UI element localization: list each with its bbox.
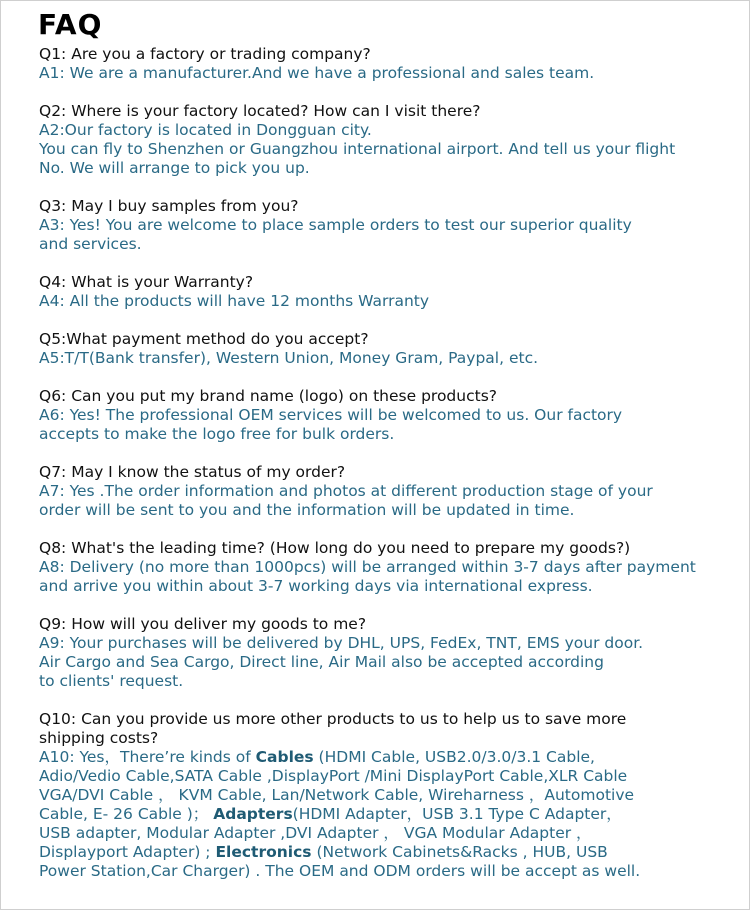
faq-question: Q1: Are you a factory or trading company? [39,45,371,63]
faq-answer [39,558,739,596]
faq-answer [39,748,739,881]
answer-line: to clients' request. [39,672,184,690]
faq-question: Q3: May I buy samples from you? [39,197,299,215]
answer-line: Air Cargo and Sea Cargo, Direct line, Air Mail also be accepted according [39,653,604,671]
answer-line: A4: All the products will have 12 months Warranty [39,292,430,310]
faq-answer [39,216,739,254]
faq-item [39,45,739,83]
faq-answer [39,64,739,83]
answer-line: A6: Yes! The professional OEM services will be welcomed to us. Our factory [39,406,623,424]
keyword-adapters: Adapters [213,805,293,823]
faq-question: Q5:What payment method do you accept? [39,330,369,348]
faq-item [39,463,739,520]
faq-question: shipping costs? [39,729,159,747]
answer-line: Power Station,Car Charger) . The OEM and ODM orders will be accept as well. [39,862,641,880]
faq-answer [39,292,739,311]
faq-item [39,197,739,254]
faq-answer [39,482,739,520]
faq-item [39,273,739,311]
faq-answer [39,634,739,691]
answer-line: A2:Our factory is located in Dongguan city. [39,121,372,139]
answer-line: A3: Yes! You are welcome to place sample orders to test our superior quality [39,216,632,234]
answer-line: and arrive you within about 3-7 working days via international express. [39,577,593,595]
answer-line: A8: Delivery (no more than 1000pcs) will be arranged within 3-7 days after payment [39,558,696,576]
faq-item [39,387,739,444]
faq-question: Q4: What is your Warranty? [39,273,254,291]
answer-line: You can fly to Shenzhen or Guangzhou international airport. And tell us your flight [39,140,676,158]
faq-answer [39,406,739,444]
faq-answer [39,349,739,368]
faq-answer [39,121,739,178]
faq-item [39,330,739,368]
answer-line: A7: Yes .The order information and photos at different production stage of your [39,482,653,500]
answer-line: accepts to make the logo free for bulk orders. [39,425,395,443]
faq-list [39,45,739,900]
faq-item [39,710,739,881]
answer-line: A9: Your purchases will be delivered by DHL, UPS, FedEx, TNT, EMS your door. [39,634,644,652]
answer-line: Displayport Adapter) ; Electronics (Network Cabinets&Racks , HUB, USB [39,843,608,861]
faq-item [39,102,739,178]
faq-question: Q10: Can you provide us more other products to us to help us to save more [39,710,627,728]
faq-item [39,615,739,691]
faq-question: Q7: May I know the status of my order? [39,463,346,481]
answer-line: Cable, E- 26 Cable )； Adapters(HDMI Adapter，USB 3.1 Type C Adapter， [39,805,622,823]
keyword-electronics: Electronics [215,843,312,861]
faq-question: Q6: Can you put my brand name (logo) on these products? [39,387,497,405]
answer-line: Adio/Vedio Cable,SATA Cable ,DisplayPort /Mini DisplayPort Cable,XLR Cable [39,767,628,785]
answer-line: and services. [39,235,142,253]
faq-question: Q8: What's the leading time? (How long do you need to prepare my goods?) [39,539,631,557]
faq-question: Q2: Where is your factory located? How can I visit there? [39,102,481,120]
answer-line: A5:T/T(Bank transfer), Western Union, Money Gram, Paypal, etc. [39,349,539,367]
answer-line: A10: Yes，There’re kinds of Cables (HDMI Cable, USB2.0/3.0/3.1 Cable, [39,748,595,766]
page-title: FAQ [38,8,103,41]
answer-line: order will be sent to you and the information will be updated in time. [39,501,575,519]
answer-line: A1: We are a manufacturer.And we have a professional and sales team. [39,64,595,82]
answer-line: No. We will arrange to pick you up. [39,159,310,177]
keyword-cables: Cables [255,748,314,766]
answer-line: USB adapter, Modular Adapter ,DVI Adapter ， VGA Modular Adapter ， [39,824,592,842]
faq-item [39,539,739,596]
faq-question: Q9: How will you deliver my goods to me? [39,615,367,633]
answer-line: VGA/DVI Cable ， KVM Cable, Lan/Network Cable, Wireharness ，Automotive [39,786,635,804]
